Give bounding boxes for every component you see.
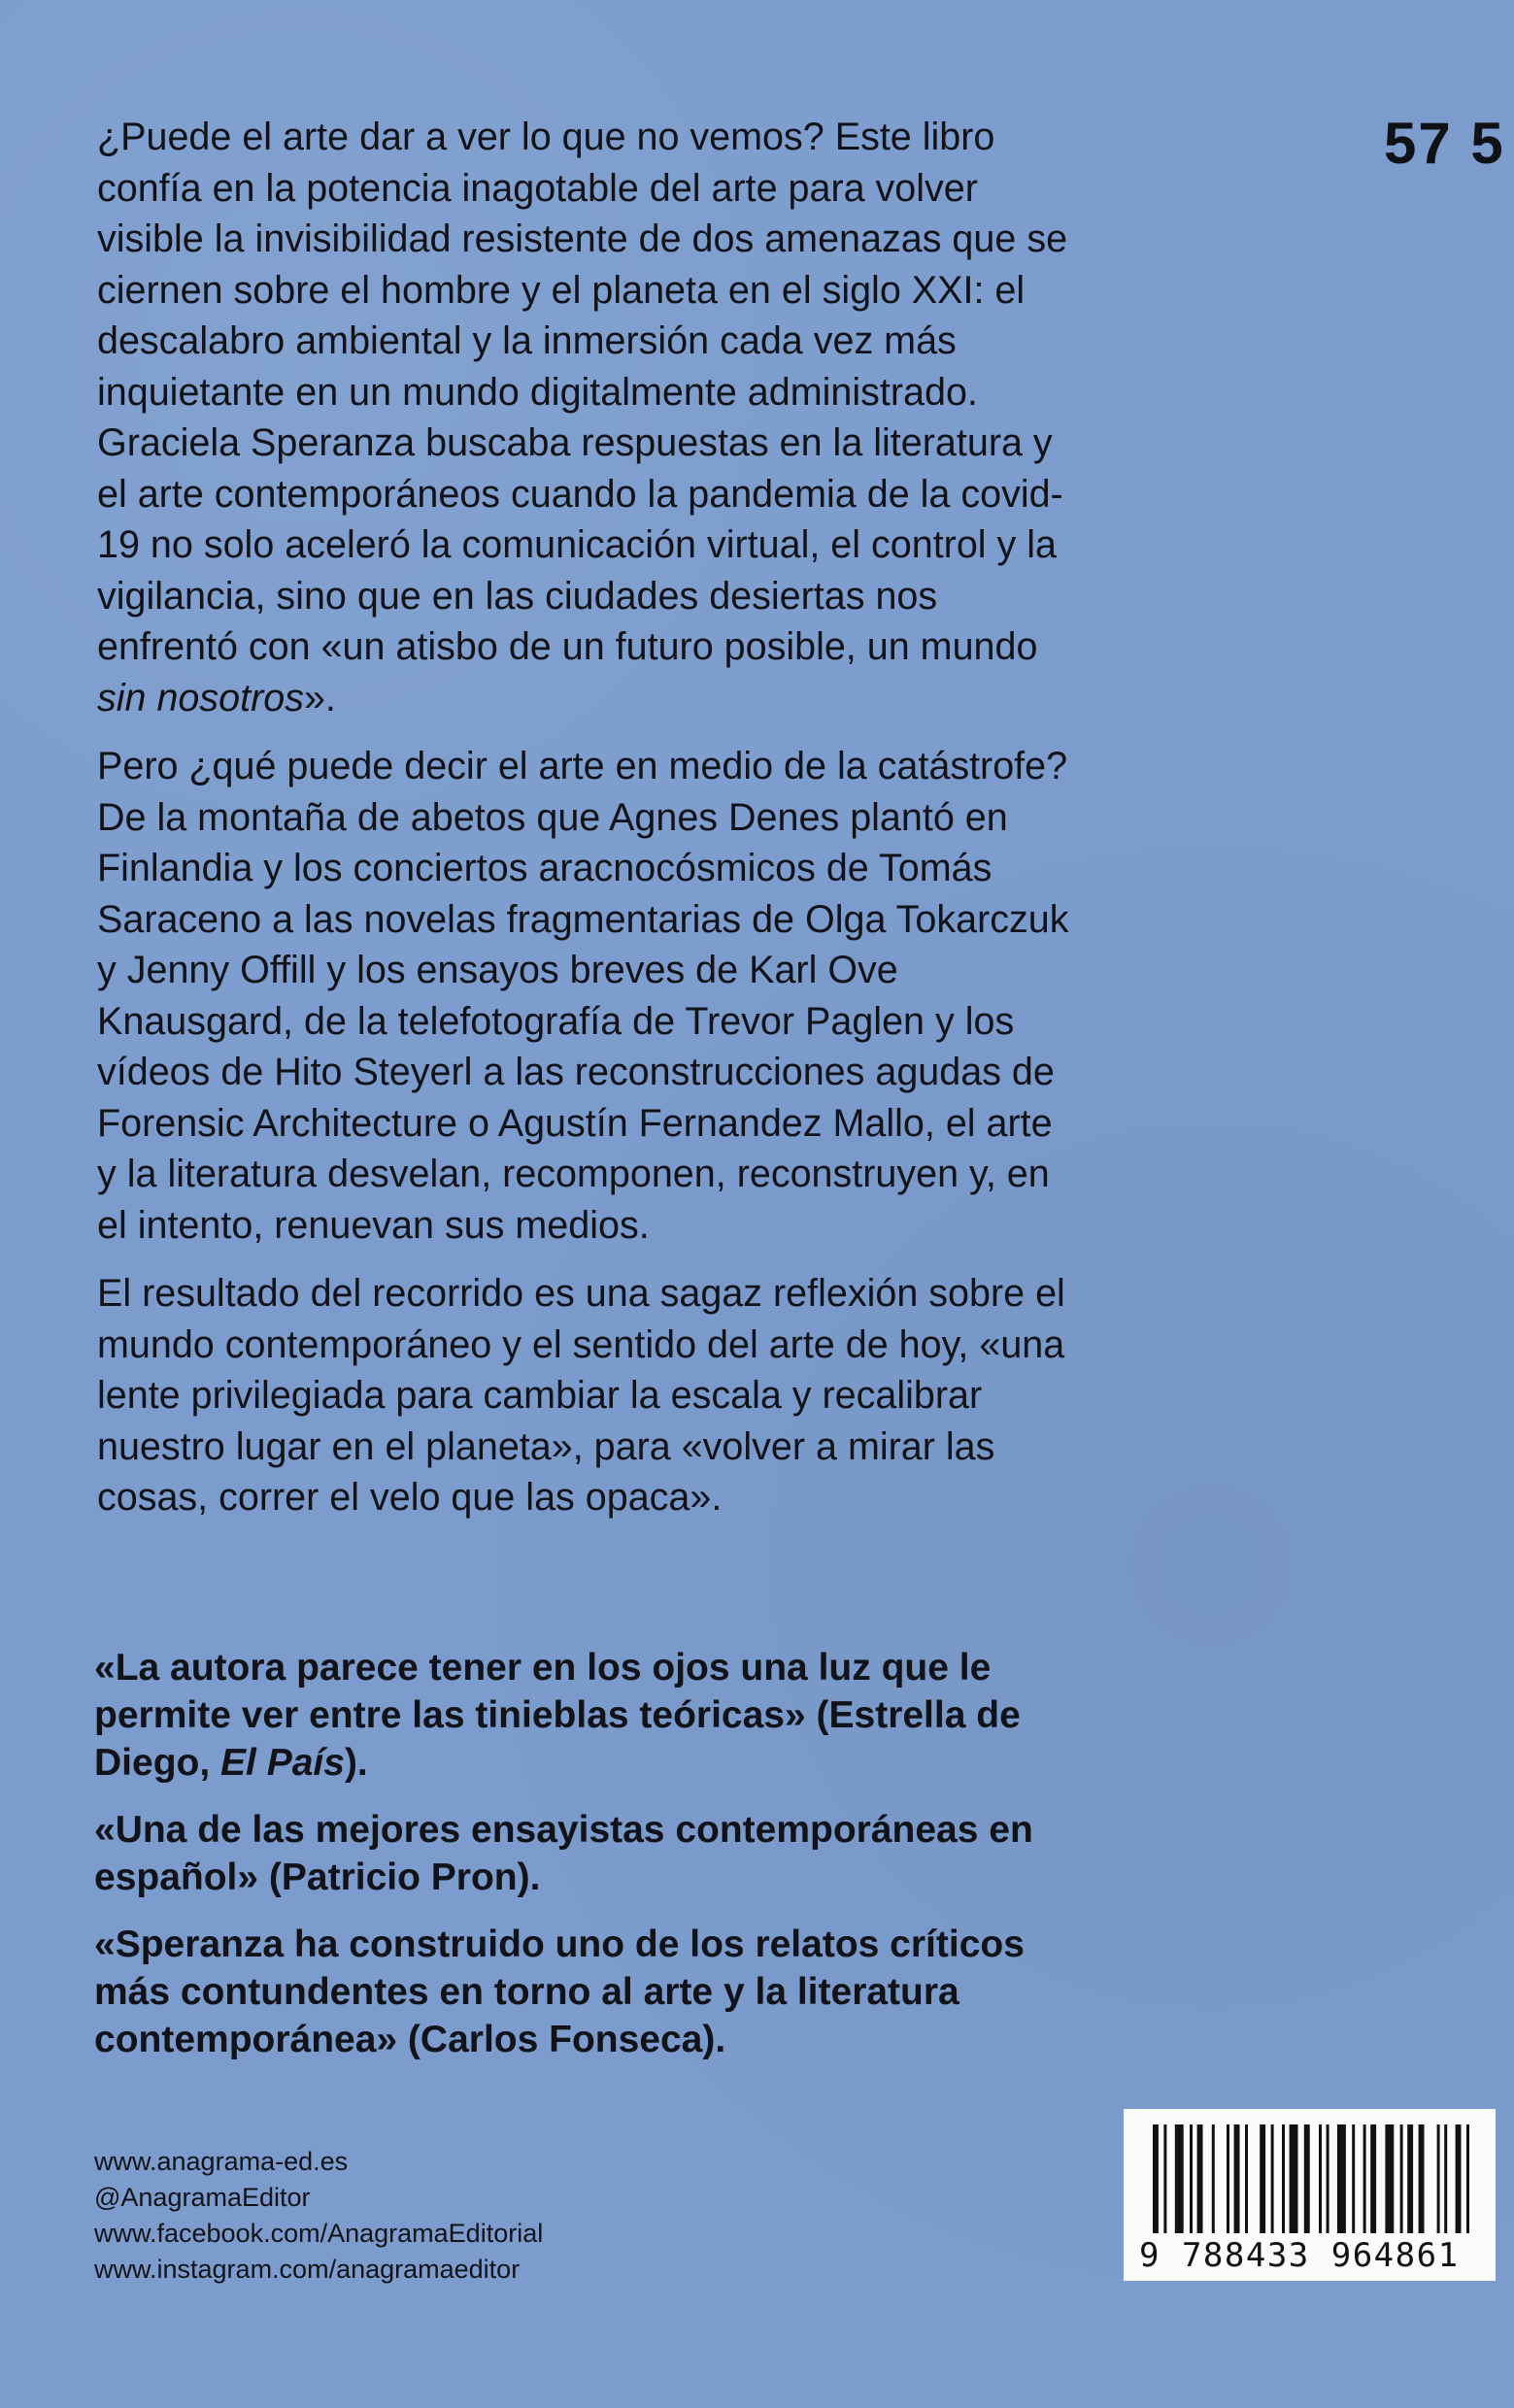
barcode-bar	[1319, 2124, 1322, 2233]
barcode-bar	[1370, 2124, 1376, 2233]
barcode-bar	[1212, 2124, 1215, 2233]
description-paragraph-2: Pero ¿qué puede decir el arte en medio de la catástrofe? De la montaña de abetos que Agnes Denes plantó en Finlandia y los conciertos aracnocósmicos de Tomás Saraceno a las novelas fragmentarias de Olga Tokarczuk y Jenny Offill y los ensayos breves de Karl Ove Knausgard, de la telefotografía de Trevor Paglen y los vídeos de Hito Steyerl a las reconstrucciones agudas de Forensic Architecture o Agustín Fernandez Mallo, el arte y la literatura desvelan, recomponen, reconstruyen y, en el intento, renuevan sus medios.	[97, 745, 1069, 1247]
press-quote-1-source: El País	[220, 1742, 345, 1784]
description-paragraph-3: El resultado del recorrido es una sagaz reflexión sobre el mundo contemporáneo y el sentido del arte de hoy, «una lente privilegiada para cambiar la escala y recalibrar nuestro lugar en el planeta», para «volver a mirar las cosas, correr el velo que las opaca».	[97, 1272, 1065, 1519]
barcode-bar	[1466, 2124, 1469, 2233]
press-quotes	[94, 1644, 1104, 2083]
barcode-bar	[1271, 2124, 1274, 2233]
barcode-bar	[1337, 2124, 1346, 2233]
facebook-link[interactable]: www.facebook.com/AnagramaEditorial	[94, 2219, 544, 2248]
barcode-bar	[1282, 2124, 1285, 2233]
barcode-bar	[1400, 2124, 1403, 2233]
press-quote-1-text: «La autora parece tener en los ojos una luz que le permite ver entre las tinieblas teóricas» (Estrella de Diego,	[94, 1647, 1021, 1784]
barcode-bar	[1153, 2124, 1159, 2233]
press-quote-2: «Una de las mejores ensayistas contemporáneas en español» (Patricio Pron).	[94, 1809, 1033, 1898]
barcode-bar	[1456, 2124, 1462, 2233]
press-quote-1-end: ).	[344, 1742, 368, 1784]
barcode-bars	[1124, 2109, 1496, 2240]
isbn-barcode	[1124, 2109, 1496, 2281]
barcode-bar	[1190, 2124, 1193, 2233]
barcode-bar	[1260, 2124, 1265, 2233]
publisher-links	[94, 2144, 543, 2288]
barcode-bar	[1290, 2124, 1298, 2233]
description-paragraph-1-end: ».	[303, 676, 336, 719]
description-paragraph-1-text: ¿Puede el arte dar a ver lo que no vemos? Este libro confía en la potencia inagotable del arte para volver visible la invisibilidad resistente de dos amenazas que se ciernen sobre el hombre y el planeta en el siglo XXI: el descalabro ambiental y la inmersión cada vez más inquietante en un mundo digitalmente administrado. Graciela Speranza buscaba respuestas en la literatura y el arte contemporáneos cuando la pandemia de la covid-19 no solo aceleró la comunicación virtual, el control y la vigilancia, sino que en las ciudades desiertas nos enfrentó con «un atisbo de un futuro posible, un mundo	[97, 116, 1068, 668]
description-paragraph-1	[97, 112, 1078, 723]
barcode-bar	[1163, 2124, 1166, 2233]
press-quote-3: «Speranza ha construido uno de los relatos críticos más contundentes en torno al arte y la literatura contemporánea» (Carlos Fonseca).	[94, 1923, 1025, 2060]
barcode-bar	[1234, 2124, 1240, 2233]
barcode-bar	[1304, 2124, 1310, 2233]
barcode-bar	[1444, 2124, 1447, 2233]
description-italic-phrase: sin nosotros	[97, 676, 304, 719]
barcode-bar	[1385, 2124, 1394, 2233]
isbn-number: 9 788433 964861	[1139, 2236, 1460, 2275]
barcode-bar	[1363, 2124, 1366, 2233]
series-number: 57 5	[1384, 111, 1505, 176]
barcode-bar	[1352, 2124, 1355, 2233]
instagram-link[interactable]: www.instagram.com/anagramaeditor	[94, 2255, 521, 2284]
barcode-bar	[1175, 2124, 1184, 2233]
twitter-handle[interactable]: @AnagramaEditor	[94, 2183, 311, 2212]
barcode-bar	[1227, 2124, 1229, 2233]
barcode-bar	[1419, 2124, 1425, 2233]
book-description	[97, 112, 1078, 1523]
barcode-bar	[1327, 2124, 1329, 2233]
barcode-bar	[1245, 2124, 1248, 2233]
website-link[interactable]: www.anagrama-ed.es	[94, 2147, 349, 2176]
barcode-bar	[1407, 2124, 1413, 2233]
barcode-bar	[1437, 2124, 1440, 2233]
barcode-bar	[1197, 2124, 1203, 2233]
press-quote-1	[94, 1644, 1104, 1787]
